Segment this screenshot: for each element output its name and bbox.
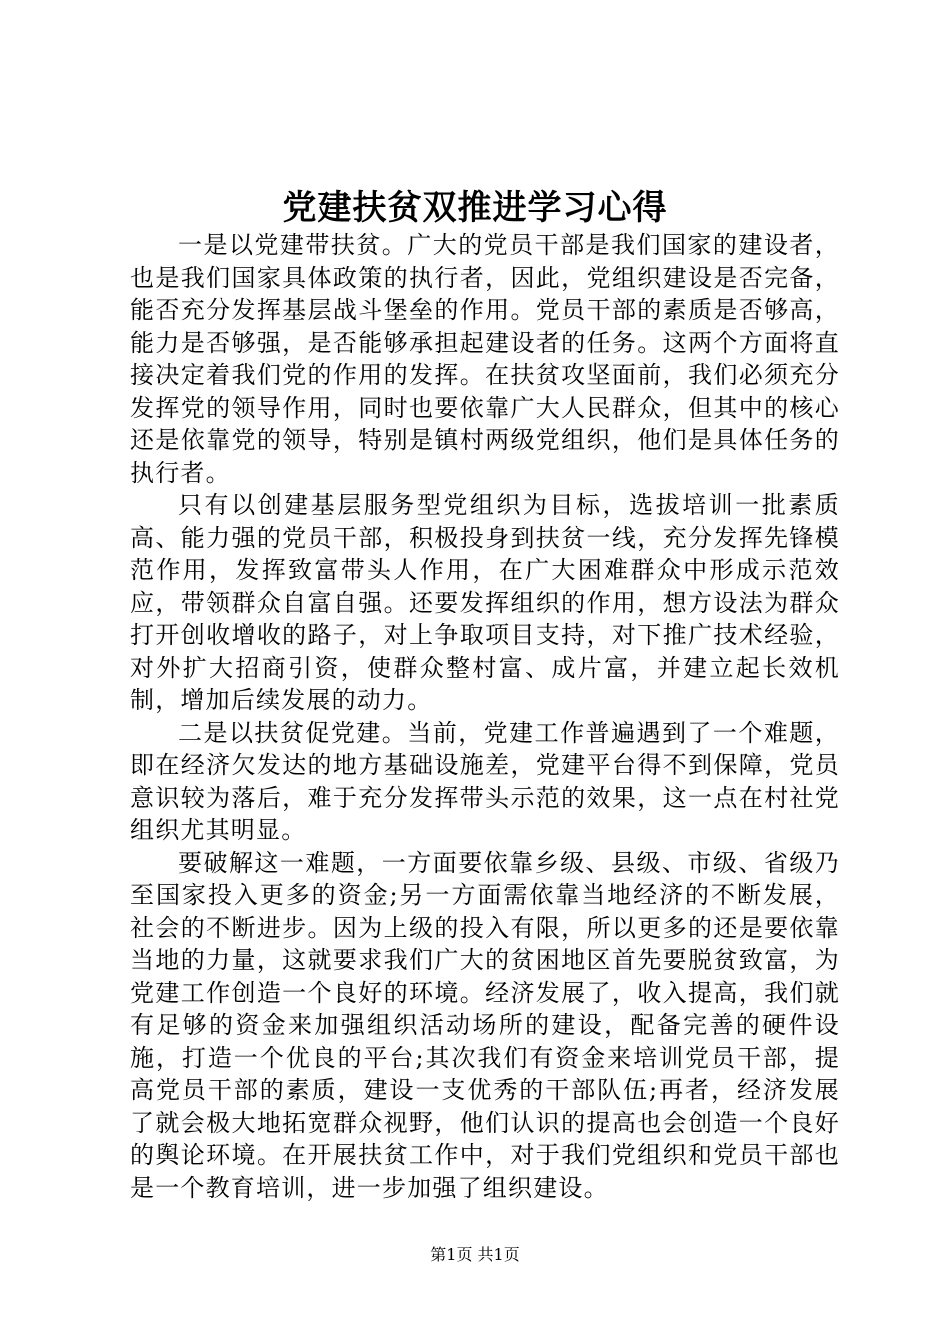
paragraph-2: 只有以创建基层服务型党组织为目标，选拔培训一批素质高、能力强的党员干部，积极投身到扶贫一线，充分发挥先锋模范作用，发挥致富带头人作用，在广大困难群众中形成示范效应，带领群众自富自强。还要发挥组织的作用，想方设法为群众打开创收增收的路子，对上争取项目支持，对下推广技术经验，对外扩大招商引资，使群众整村富、成片富，并建立起长效机制，增加后续发展的动力。	[130, 491, 840, 714]
paragraph-1: 一是以党建带扶贫。广大的党员干部是我们国家的建设者，也是我们国家具体政策的执行者，因此，党组织建设是否完备，能否充分发挥基层战斗堡垒的作用。党员干部的素质是否够高，能力是否够强，是否能够承担起建设者的任务。这两个方面将直接决定着我们党的作用的发挥。在扶贫攻坚面前，我们必须充分发挥党的领导作用，同时也要依靠广大人民群众，但其中的核心还是依靠党的领导，特别是镇村两级党组织，他们是具体任务的执行者。	[130, 231, 840, 487]
document-body	[130, 229, 840, 1204]
page-number-footer: 第1页 共1页	[430, 1245, 520, 1264]
document-title: 党建扶贫双推进学习心得	[282, 188, 668, 228]
paragraph-3: 二是以扶贫促党建。当前，党建工作普遍遇到了一个难题，即在经济欠发达的地方基础设施差，党建平台得不到保障，党员意识较为落后，难于充分发挥带头示范的效果，这一点在村社党组织尤其明显。	[130, 718, 840, 844]
paragraph-4: 要破解这一难题，一方面要依靠乡级、县级、市级、省级乃至国家投入更多的资金;另一方面需依靠当地经济的不断发展，社会的不断进步。因为上级的投入有限，所以更多的还是要依靠当地的力量，这就要求我们广大的贫困地区首先要脱贫致富，为党建工作创造一个良好的环境。经济发展了，收入提高，我们就有足够的资金来加强组织活动场所的建设，配备完善的硬件设施，打造一个优良的平台;其次我们有资金来培训党员干部，提高党员干部的素质，建设一支优秀的干部队伍;再者，经济发展了就会极大地拓宽群众视野，他们认识的提高也会创造一个良好的舆论环境。在开展扶贫工作中，对于我们党组织和党员干部也是一个教育培训，进一步加强了组织建设。	[130, 848, 840, 1202]
